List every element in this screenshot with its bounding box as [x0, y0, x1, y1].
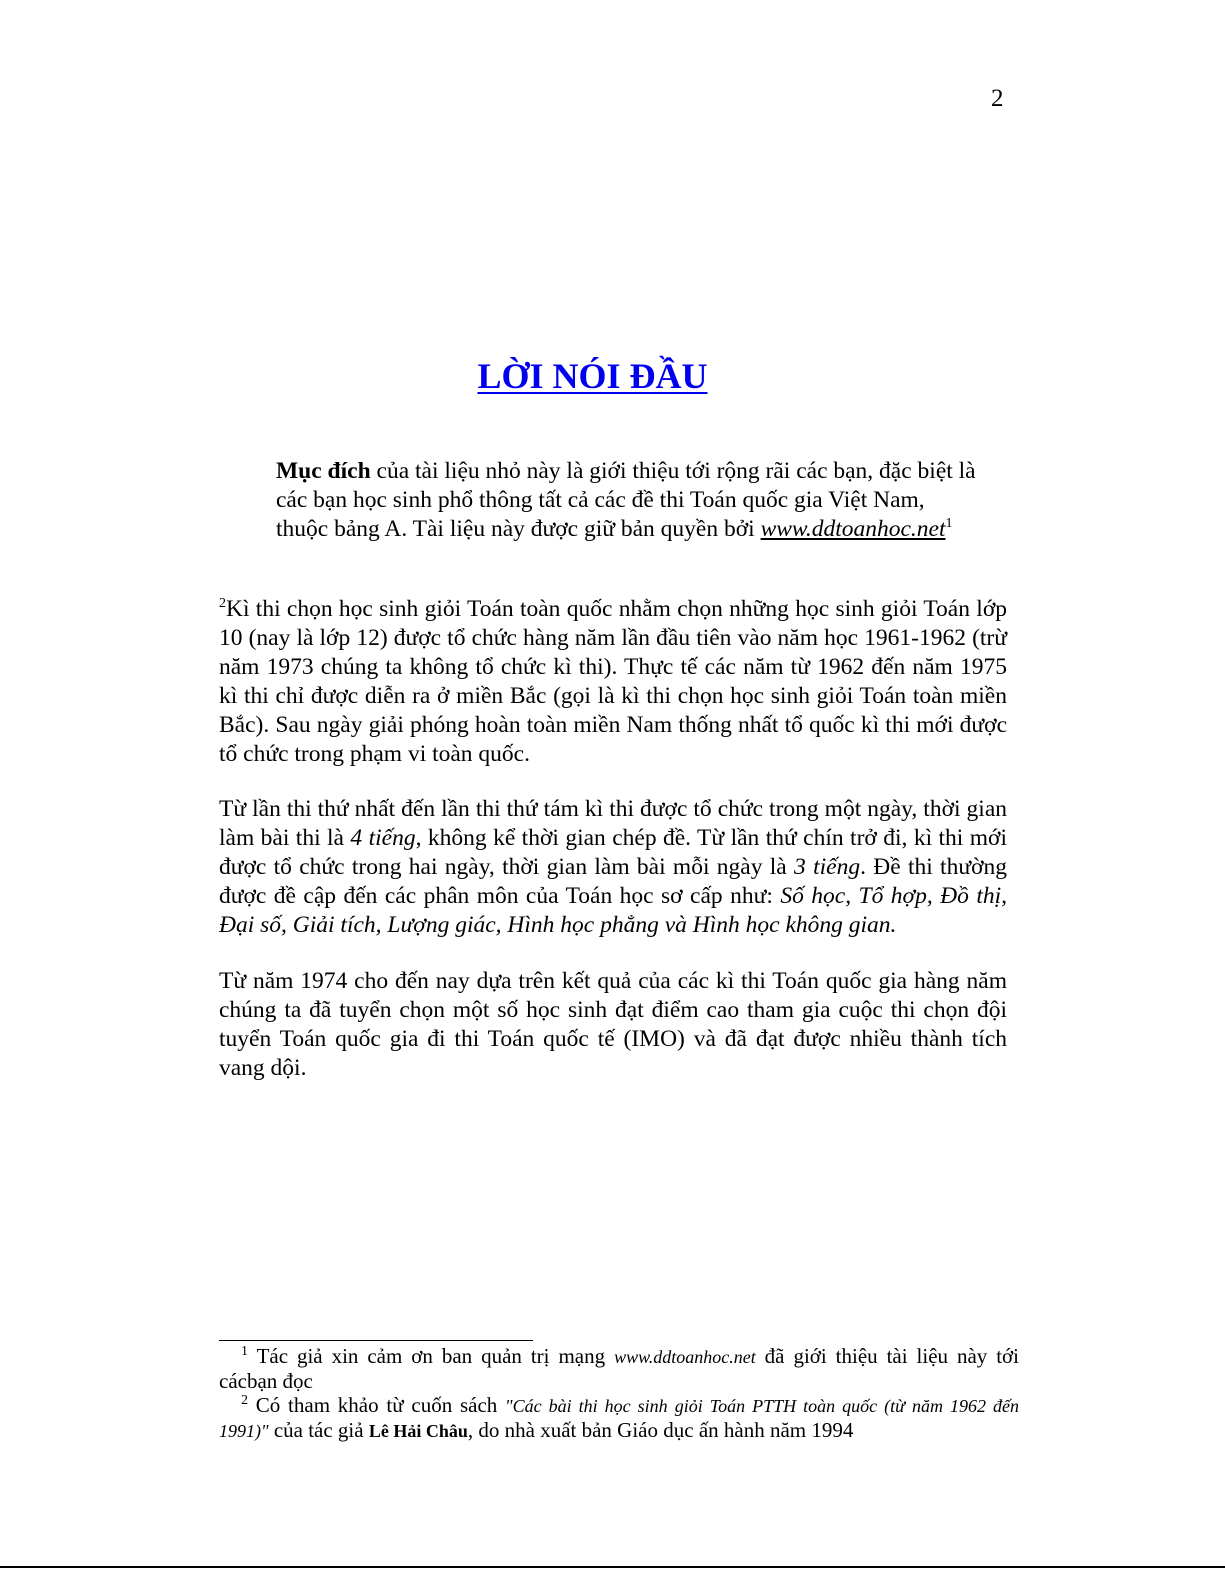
intro-bold-lead: Mục đích — [276, 458, 371, 484]
history-paragraph — [219, 595, 1007, 769]
footnote-2-text-a: Có tham khảo từ cuốn sách — [248, 1393, 506, 1417]
footnote-ref-2[interactable]: 2 — [219, 596, 226, 612]
footnote-1 — [219, 1344, 1019, 1393]
footnote-2-author: Lê Hải Châu — [368, 1421, 468, 1441]
footnote-1-text-a: Tác giả xin cảm ơn ban quản trị mạng — [248, 1344, 615, 1368]
website-link[interactable]: www.ddtoanhoc.net — [760, 516, 946, 542]
footnote-2-mark: 2 — [241, 1393, 248, 1408]
achievement-paragraph: Từ năm 1974 cho đến nay dựa trên kết quả của các kì thi Toán quốc gia hàng năm chúng ta đã tuyển chọn một số học sinh đạt điểm cao tham gia cuộc thi chọn đội tuyển Toán quốc gia đi thi Toán quốc tế (IMO) và đã đạt được nhiều thành tích vang dội. — [219, 968, 1007, 1081]
format-italic-duration-1: 4 tiếng — [350, 825, 416, 851]
history-text: Kì thi chọn học sinh giỏi Toán toàn quốc nhằm chọn những học sinh giỏi Toán lớp 10 (nay là lớp 12) được tổ chức hàng năm lần đầu tiên vào năm học 1961-1962 (trừ năm 1973 chúng ta không tổ chức kì thi). Thực tế các năm từ 1962 đến năm 1975 kì thi chỉ được diễn ra ở miền Bắc (gọi là kì thi chọn học sinh giỏi Toán toàn miền Bắc). Sau ngày giải phóng hoàn toàn miền Nam thống nhất tổ quốc kì thi mới được tổ chức trong phạm vi toàn quốc. — [219, 596, 1007, 767]
intro-paragraph — [276, 457, 976, 544]
footnote-ref-1[interactable]: 1 — [945, 516, 953, 532]
footnote-2-book-title: "Các bài thi học sinh giỏi Toán PTTH toàn quốc (từ năm 1962 đến 1991)" — [219, 1396, 1019, 1441]
intro-text: của tài liệu nhỏ này là giới thiệu tới rộng rãi các bạn, đặc biệt là các bạn học sinh phổ thông tất cả các đề thi Toán quốc gia Việt Nam, thuộc bảng A. Tài liệu này được giữ bản quyền bởi — [276, 458, 976, 542]
footnote-divider — [219, 1340, 533, 1341]
footnote-1-mark: 1 — [241, 1344, 248, 1359]
page-title: LỜI NÓI ĐẦU — [477, 356, 708, 396]
format-italic-duration-2: 3 tiếng — [794, 854, 861, 880]
footnote-2-text-b: của tác giả — [268, 1418, 369, 1442]
format-text-a: Từ lần thi thứ nhất đến lần thi thứ tám kì thi được tổ chức trong một ngày, thời gian làm bài thi là — [219, 796, 1007, 851]
footnote-1-text-b: đã giới thiệu tài liệu này tới cácbạn đọc — [219, 1344, 1019, 1393]
page-bottom-edge — [0, 1566, 1225, 1568]
footnotes — [219, 1344, 1019, 1443]
footnote-2 — [219, 1393, 1019, 1443]
footnote-2-text-c: , do nhà xuất bản Giáo dục ấn hành năm 1994 — [467, 1418, 854, 1442]
footnote-1-link[interactable]: www.ddtoanhoc.net — [614, 1347, 756, 1367]
format-italic-topics: Số học, Tổ hợp, Đồ thị, Đại số, Giải tích, Lượng giác, Hình học phẳng và Hình học không gian. — [219, 883, 1008, 938]
format-text-c: . Đề thi thường được đề cập đến các phân môn của Toán học sơ cấp như: — [219, 854, 1007, 909]
page-number: 2 — [991, 85, 1004, 112]
format-paragraph — [219, 795, 1007, 940]
format-text-b: , không kể thời gian chép đề. Từ lần thứ chín trở đi, kì thi mới được tổ chức trong hai ngày, thời gian làm bài mỗi ngày là — [219, 825, 1007, 880]
